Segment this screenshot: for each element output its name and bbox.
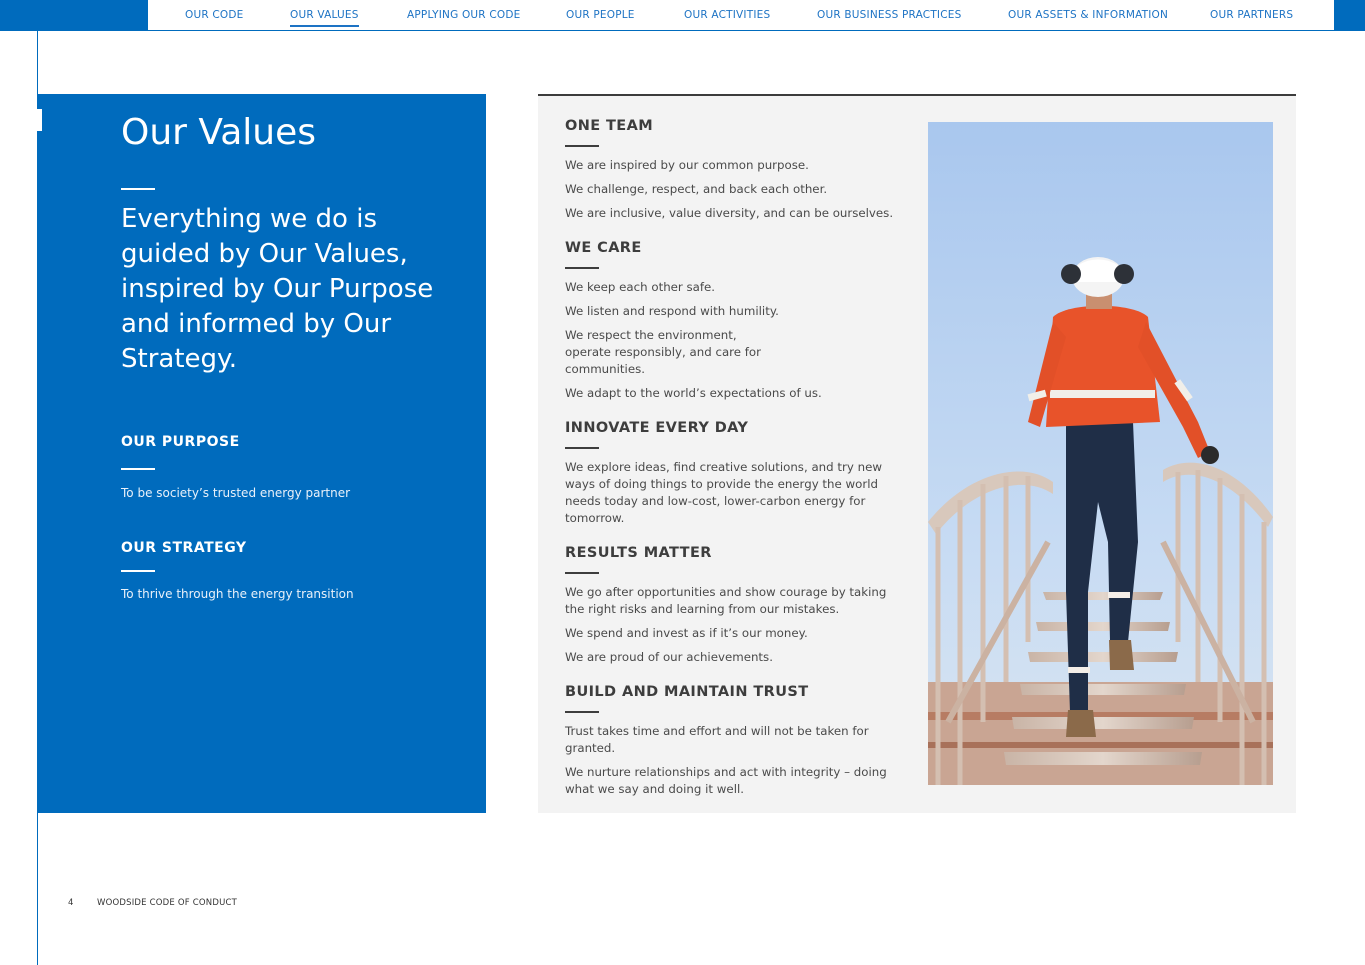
value-heading: RESULTS MATTER	[565, 545, 712, 561]
section-marker	[37, 109, 42, 131]
nav-item-our-partners[interactable]: OUR PARTNERS	[1210, 9, 1294, 21]
nav-left-accent	[0, 0, 148, 30]
value-line: We keep each other safe.	[565, 280, 716, 294]
value-one-team	[565, 118, 905, 222]
values-intro-panel	[37, 94, 486, 813]
nav-item-our-people[interactable]: OUR PEOPLE	[566, 9, 635, 21]
intro-statement: Everything we do is guided by Our Values, inspired by Our Purpose and informed by Our Strategy.	[121, 204, 434, 374]
nav-item-applying-our-code[interactable]: APPLYING OUR CODE	[407, 9, 521, 21]
worker-on-stairs-photo	[928, 122, 1273, 785]
value-we-care	[565, 240, 905, 402]
value-build-and-maintain-trust	[565, 684, 905, 798]
value-divider	[565, 145, 599, 147]
value-line: Trust takes time and effort and will not be taken for granted.	[565, 724, 869, 755]
nav-item-our-business-practices[interactable]: OUR BUSINESS PRACTICES	[817, 9, 962, 21]
values-detail-panel	[538, 94, 1296, 813]
strategy-divider	[121, 570, 155, 572]
document-title: WOODSIDE CODE OF CONDUCT	[97, 898, 238, 908]
value-heading: ONE TEAM	[565, 118, 654, 134]
value-divider	[565, 267, 599, 269]
value-line: We challenge, respect, and back each other.	[565, 182, 828, 196]
value-heading: INNOVATE EVERY DAY	[565, 420, 749, 436]
value-line: We listen and respond with humility.	[565, 304, 779, 318]
nav-item-our-activities[interactable]: OUR ACTIVITIES	[684, 9, 771, 21]
value-divider	[565, 572, 599, 574]
value-heading: BUILD AND MAINTAIN TRUST	[565, 684, 809, 700]
nav-item-our-assets-information[interactable]: OUR ASSETS & INFORMATION	[1008, 9, 1169, 21]
purpose-divider	[121, 468, 155, 470]
top-navigation	[0, 0, 1365, 31]
nav-item-our-values[interactable]: OUR VALUES	[290, 9, 359, 27]
page-number: 4	[68, 898, 74, 908]
title-divider	[121, 188, 155, 190]
strategy-text: To thrive through the energy transition	[121, 587, 354, 601]
value-line: We respect the environment, operate responsibly, and care for communities.	[565, 328, 762, 376]
value-line: We are inspired by our common purpose.	[565, 158, 809, 172]
value-line: We explore ideas, find creative solutions, and try new ways of doing things to provide the energy the world needs today and low-cost, lower-carbon energy for tomorrow.	[565, 460, 882, 525]
purpose-text: To be society’s trusted energy partner	[121, 486, 351, 500]
value-line: We go after opportunities and show courage by taking the right risks and learning from our mistakes.	[565, 585, 887, 616]
value-line: We adapt to the world’s expectations of us.	[565, 386, 822, 400]
value-divider	[565, 447, 599, 449]
nav-item-our-code[interactable]: OUR CODE	[185, 9, 244, 21]
value-innovate-every-day	[565, 420, 905, 527]
nav-underline-rule	[0, 30, 1365, 31]
values-list	[565, 118, 905, 816]
value-line: We spend and invest as if it’s our money.	[565, 626, 808, 640]
strategy-heading: OUR STRATEGY	[121, 540, 247, 556]
value-line: We are inclusive, value diversity, and can be ourselves.	[565, 206, 894, 220]
value-results-matter	[565, 545, 905, 666]
value-line: We nurture relationships and act with integrity – doing what we say and doing it well.	[565, 765, 887, 796]
value-divider	[565, 711, 599, 713]
value-heading: WE CARE	[565, 240, 642, 256]
page-title: Our Values	[121, 112, 317, 153]
value-line: We are proud of our achievements.	[565, 650, 773, 664]
purpose-heading: OUR PURPOSE	[121, 434, 240, 450]
nav-right-accent	[1334, 0, 1365, 30]
